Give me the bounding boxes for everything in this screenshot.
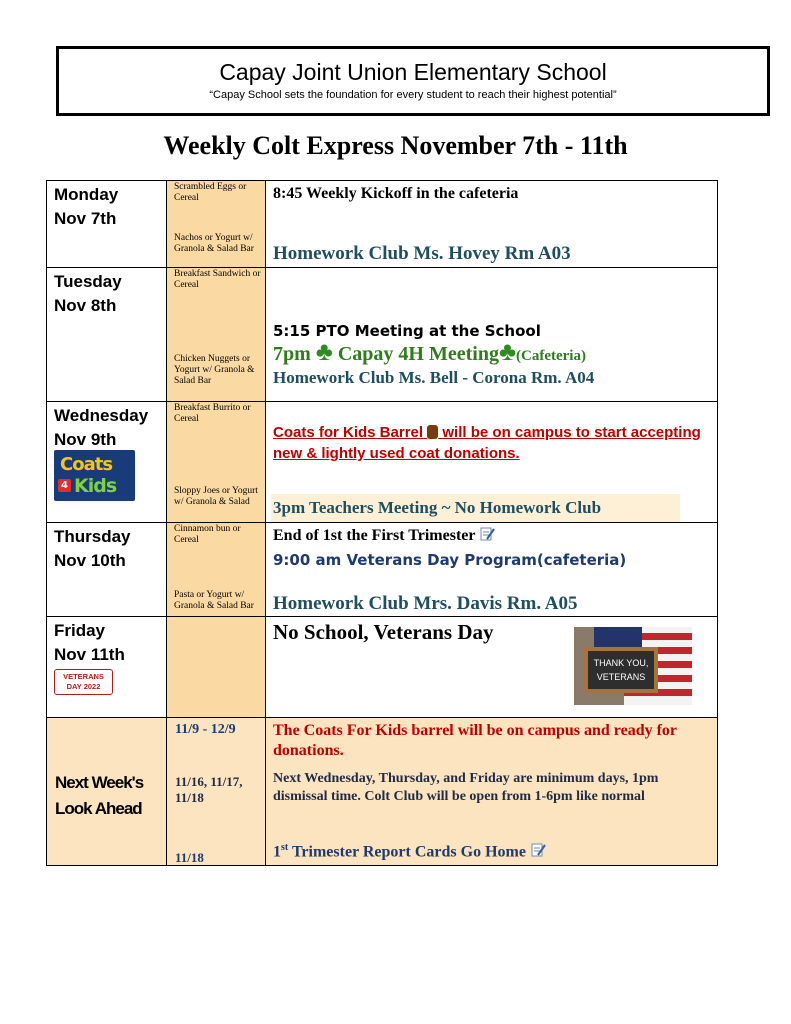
- badge-line-2: DAY 2022: [66, 682, 101, 691]
- day-date: Nov 7th: [54, 209, 117, 228]
- menu-cell-tuesday: [167, 268, 266, 402]
- lookahead-events-cell: [266, 718, 718, 866]
- lookahead-date-2: 11/16, 11/17, 11/18: [175, 774, 243, 805]
- events-cell-tuesday: [266, 268, 718, 402]
- table-row-tuesday: [47, 268, 718, 402]
- table-row-monday: [47, 181, 718, 268]
- notepad-icon: [530, 842, 546, 858]
- event-coats-detail: will be on campus to start accepting new & lightly used coat donations.: [273, 424, 701, 462]
- veterans-day-badge: [54, 669, 113, 695]
- school-header: [56, 46, 770, 116]
- barrel-icon: [427, 425, 438, 439]
- chalkboard-sign: [584, 647, 658, 693]
- school-name: Capay Joint Union Elementary School: [219, 59, 607, 85]
- day-name: Friday: [54, 621, 106, 640]
- lunch-menu: Sloppy Joes or Yogurt w/ Granola & Salad: [174, 486, 258, 507]
- menu-cell-wednesday: [167, 402, 266, 523]
- day-cell-thursday: [47, 523, 167, 617]
- lookahead-date-1: 11/9 - 12/9: [175, 722, 236, 737]
- event-coats-for-kids: [273, 422, 713, 464]
- event-4h-label: Capay 4H Meeting: [337, 343, 499, 365]
- thank-you-veterans-image: [574, 627, 692, 705]
- lookahead-date-3: 11/18: [175, 850, 204, 865]
- lookahead-event-3-num: 1: [273, 843, 281, 861]
- logo-text-4: 4: [58, 479, 71, 492]
- event-4h-location: (Cafeteria): [516, 348, 586, 364]
- event-homework-club: Homework Club Ms. Bell - Corona Rm. A04: [273, 368, 595, 387]
- events-cell-wednesday: [266, 402, 718, 523]
- lookahead-event-2: Next Wednesday, Thursday, and Friday are minimum days, 1pm dismissal time. Colt Club will be open from 1-6pm like normal: [273, 771, 659, 804]
- day-cell-friday: [47, 617, 167, 718]
- lookahead-event-3: [273, 842, 713, 861]
- lookahead-event-3-text: Trimester Report Cards Go Home: [288, 843, 526, 861]
- breakfast-menu: Cinnamon bun or Cereal: [174, 524, 241, 545]
- lookahead-label: [55, 770, 143, 822]
- lunch-menu: Pasta or Yogurt w/ Granola & Salad Bar: [174, 590, 254, 611]
- breakfast-menu: Scrambled Eggs or Cereal: [174, 182, 247, 203]
- lookahead-event-1: The Coats For Kids barrel will be on campus and ready for donations.: [273, 722, 677, 759]
- logo-text-kids: Kids: [74, 475, 117, 497]
- sign-line-2: VETERANS: [596, 672, 646, 682]
- event-trimester-end: [273, 526, 713, 545]
- table-row-friday: [47, 617, 718, 718]
- day-cell-wednesday: [47, 402, 167, 523]
- clover-icon: ♣: [315, 337, 333, 366]
- day-date: Nov 9th: [54, 430, 117, 449]
- coats-for-kids-logo: [54, 450, 135, 501]
- lookahead-event-3-sup: st: [281, 842, 289, 853]
- day-date: Nov 8th: [54, 296, 117, 315]
- table-row-wednesday: [47, 402, 718, 523]
- breakfast-menu: Breakfast Sandwich or Cereal: [174, 269, 261, 290]
- school-motto: “Capay School sets the foundation for every student to reach their highest potential”: [209, 89, 617, 101]
- event-veterans-program: 9:00 am Veterans Day Program(cafeteria): [273, 551, 627, 569]
- notepad-icon: [479, 526, 495, 542]
- events-cell-thursday: [266, 523, 718, 617]
- event-no-school: No School, Veterans Day: [273, 620, 494, 644]
- menu-cell-monday: [167, 181, 266, 268]
- event-pto-meeting: 5:15 PTO Meeting at the School: [273, 322, 541, 340]
- menu-cell-friday: [167, 617, 266, 718]
- menu-cell-thursday: [167, 523, 266, 617]
- page-title: Weekly Colt Express November 7th - 11th: [163, 131, 628, 160]
- event-trimester-text: End of 1st the First Trimester: [273, 527, 476, 544]
- lunch-menu: Chicken Nuggets or Yogurt w/ Granola & Salad Bar: [174, 354, 255, 386]
- event-coats-title: Coats for Kids Barrel: [273, 424, 424, 441]
- clover-icon: ♣: [498, 337, 517, 366]
- weekly-schedule-table: [46, 180, 718, 866]
- events-cell-monday: [266, 181, 718, 268]
- event-4h-time: 7pm: [273, 343, 311, 365]
- lunch-menu: Nachos or Yogurt w/ Granola & Salad Bar: [174, 233, 254, 254]
- lookahead-dates-cell: [167, 718, 266, 866]
- day-name: Monday: [54, 185, 119, 204]
- lookahead-label-line-1: Next Week's: [55, 773, 144, 792]
- badge-line-1: VETERANS: [63, 672, 104, 681]
- breakfast-menu: Breakfast Burrito or Cereal: [174, 403, 251, 424]
- lookahead-label-cell: [47, 718, 167, 866]
- table-row-thursday: [47, 523, 718, 617]
- day-name: Wednesday: [54, 406, 149, 425]
- day-cell-monday: [47, 181, 167, 268]
- day-name: Thursday: [54, 527, 131, 546]
- event-homework-club: Homework Club Mrs. Davis Rm. A05: [273, 593, 578, 614]
- table-row-lookahead: [47, 718, 718, 866]
- day-date: Nov 11th: [54, 645, 125, 664]
- logo-text-coats: Coats: [60, 454, 113, 475]
- day-date: Nov 10th: [54, 551, 126, 570]
- events-cell-friday: [266, 617, 718, 718]
- event-teachers-meeting: 3pm Teachers Meeting ~ No Homework Club: [271, 494, 680, 522]
- event-homework-club: Homework Club Ms. Hovey Rm A03: [273, 243, 571, 264]
- lookahead-label-line-2: Look Ahead: [55, 799, 142, 818]
- event-kickoff: 8:45 Weekly Kickoff in the cafeteria: [273, 185, 519, 202]
- day-name: Tuesday: [54, 272, 122, 291]
- day-cell-tuesday: [47, 268, 167, 402]
- event-4h-meeting: [273, 337, 713, 366]
- sign-line-1: THANK YOU,: [593, 658, 649, 668]
